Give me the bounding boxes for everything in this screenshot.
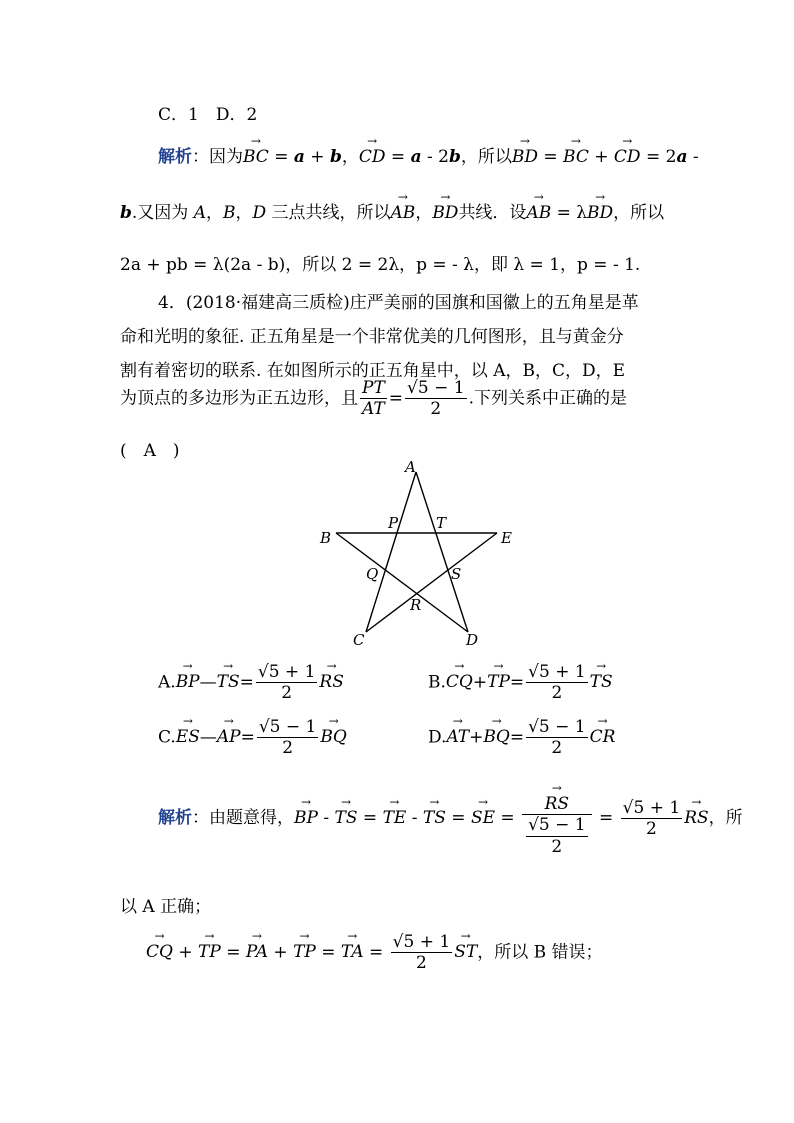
fraction-denominator: 2	[551, 836, 563, 857]
text: +	[172, 942, 199, 963]
vector-bc: → BC	[243, 147, 269, 167]
text: b	[120, 203, 132, 223]
ratio-fraction	[360, 378, 387, 420]
vector: → TP	[198, 942, 221, 962]
text: A.	[158, 672, 176, 693]
vertex-label-d: D	[466, 631, 479, 649]
fraction-numerator: √5 − 1	[528, 717, 586, 737]
analysis-line-1	[158, 142, 699, 167]
text: -	[406, 808, 423, 829]
fraction-numerator: PT	[362, 378, 385, 398]
vector: → TS	[590, 672, 613, 692]
question-4-line-1: 4．(2018·福建高三质检)庄严美丽的国旗和国徽上的五角星是革	[158, 293, 639, 313]
vector-ab: → AB	[391, 203, 416, 223]
vector: → BP	[294, 808, 318, 828]
fraction-denominator: 2	[430, 399, 442, 420]
text: =	[239, 672, 254, 693]
vertex-label-p: P	[388, 514, 399, 532]
answer-bracket: ( A )	[120, 441, 180, 461]
analysis-line-3: 2a + pb = λ(2a - b)，所以 2 = 2λ，p = - λ，即 λ = 1，p = - 1.	[120, 255, 641, 275]
text: ，	[341, 147, 359, 167]
text: D	[252, 203, 267, 223]
text: =	[509, 727, 525, 748]
option-c	[158, 717, 347, 759]
fraction-denominator: 2	[282, 738, 294, 759]
vector: → TA	[341, 942, 364, 962]
fraction-denominator: 2	[416, 953, 427, 974]
fraction	[526, 662, 588, 704]
solution-line-2: 以 A 正确；	[120, 897, 212, 917]
option-d	[428, 717, 615, 759]
text: C.	[158, 727, 176, 748]
text: =	[240, 727, 255, 748]
fraction-numerator	[522, 780, 592, 815]
vector: → TS	[335, 808, 358, 828]
vector: → CR	[590, 727, 616, 747]
text: =	[537, 147, 564, 167]
text: —	[199, 672, 217, 693]
text: D.	[428, 727, 447, 748]
golden-fraction	[405, 378, 467, 420]
text: ，	[205, 203, 223, 223]
vector-cd: → CD	[359, 147, 386, 167]
fraction-denominator: 2	[551, 683, 563, 704]
star-edge-c-e	[366, 533, 497, 632]
vector: → ES	[176, 727, 200, 747]
text: a	[676, 147, 688, 167]
text: ，	[415, 203, 433, 223]
fraction-numerator: √5 + 1	[528, 662, 586, 682]
vertex-label-r: R	[410, 596, 422, 614]
fraction-numerator: √5 + 1	[257, 662, 316, 682]
fraction	[526, 815, 588, 857]
text: ，所以	[460, 147, 512, 167]
text: -	[317, 808, 335, 829]
vector: → TP	[487, 672, 510, 692]
text: ：因为	[192, 147, 243, 167]
question-4-line-3: 割有着密切的联系. 在如图所示的正五角星中，以 A，B，C，D，E	[120, 361, 626, 381]
option-b	[428, 662, 613, 704]
text: =	[315, 942, 341, 963]
text: .下列关系中正确的是	[468, 388, 627, 409]
vector: → AP	[217, 727, 241, 747]
fraction	[256, 662, 318, 704]
solution-line-1	[158, 780, 743, 857]
star-edge-a-d	[416, 472, 468, 632]
text: +	[472, 672, 488, 693]
pentagram-figure	[315, 455, 525, 655]
text: =	[357, 808, 383, 829]
star-edge-a-c	[366, 472, 416, 632]
text: 共线．设	[458, 203, 527, 223]
text: 三点共线，所以	[266, 203, 391, 223]
text: = 2	[640, 147, 677, 167]
text: =	[385, 147, 411, 167]
vertex-label-t: T	[436, 514, 447, 532]
question-4-line-2: 命和光明的象征. 正五角星是一个非常优美的几何图形，且与黄金分	[120, 327, 624, 347]
fraction-numerator: √5 − 1	[258, 717, 317, 737]
vertex-label-b: B	[320, 529, 332, 547]
fraction-numerator: √5 − 1	[528, 815, 586, 836]
fraction	[526, 717, 588, 759]
text: .又因为	[131, 203, 194, 223]
text: 为顶点的多边形为正五边形，且	[120, 388, 358, 409]
text: ，所	[708, 808, 743, 829]
vector: → RS	[319, 672, 343, 692]
text: +	[268, 942, 294, 963]
compound-fraction	[522, 780, 592, 857]
text: +	[588, 147, 614, 167]
vector: → PA	[246, 942, 268, 962]
analysis-label: 解析	[158, 808, 192, 829]
text: =	[268, 147, 294, 167]
vertex-label-s: S	[451, 565, 462, 583]
star-edge-b-d	[336, 533, 468, 632]
analysis-line-2	[120, 198, 664, 223]
fraction-denominator: 2	[551, 738, 563, 759]
vertex-label-q: Q	[366, 565, 379, 583]
vector: → RS	[684, 808, 708, 828]
solution-line-3	[146, 932, 603, 974]
vertex-label-c: C	[353, 631, 365, 649]
text: =	[509, 672, 525, 693]
vector: → TP	[293, 942, 316, 962]
text: =	[445, 808, 471, 829]
text: =	[388, 388, 404, 409]
vector: → RS	[545, 794, 569, 814]
text: A	[193, 203, 206, 223]
vector-bd: → BD	[512, 147, 538, 167]
text: =	[593, 808, 619, 829]
text: B	[222, 203, 236, 223]
vector: → AT	[446, 727, 469, 747]
text: =	[220, 942, 246, 963]
text: +	[304, 147, 330, 167]
fraction-numerator: √5 + 1	[392, 932, 451, 952]
vector: → CQ	[446, 672, 473, 692]
text: =	[363, 942, 389, 963]
text: ：由题意得，	[192, 808, 294, 829]
text: b	[448, 147, 461, 167]
text: -	[687, 147, 699, 167]
text: b	[329, 147, 342, 167]
vector: → TS	[217, 672, 240, 692]
fraction	[621, 798, 683, 840]
vertex-label-a: A	[405, 458, 416, 476]
vector-cd: → CD	[614, 147, 641, 167]
text: ，所以	[613, 203, 665, 223]
text: a	[410, 147, 422, 167]
vector: → CQ	[146, 942, 173, 962]
vector: → BQ	[483, 727, 509, 747]
fraction-numerator: √5 + 1	[622, 797, 681, 818]
option-a	[158, 662, 344, 704]
vector-bd: → BD	[432, 203, 458, 223]
fraction-denominator: AT	[362, 399, 385, 420]
fraction-numerator: √5 − 1	[407, 378, 465, 398]
fraction	[391, 932, 453, 974]
fraction-denominator	[522, 815, 592, 857]
text: +	[469, 727, 484, 748]
option-cd-line: C．1 D．2	[158, 105, 258, 125]
vector-bc: → BC	[563, 147, 589, 167]
text: = λ	[551, 203, 588, 223]
text: a	[293, 147, 305, 167]
vector-bd: → BD	[587, 203, 613, 223]
vector: → TE	[383, 808, 407, 828]
fraction	[257, 717, 319, 759]
text: —	[199, 727, 217, 748]
fraction-denominator: 2	[646, 819, 657, 840]
text: ，	[235, 203, 253, 223]
text: - 2	[421, 147, 449, 167]
vector: → BQ	[320, 727, 346, 747]
question-4-line-4	[120, 378, 627, 420]
vector-ab: → AB	[526, 203, 551, 223]
text: B.	[428, 672, 446, 693]
vector: → SE	[471, 808, 495, 828]
vector: → ST	[454, 942, 477, 962]
text: =	[495, 808, 521, 829]
text: ，所以 B 错误；	[477, 942, 603, 963]
analysis-label: 解析	[158, 147, 192, 167]
vector: → TS	[423, 808, 446, 828]
fraction-denominator: 2	[281, 683, 293, 704]
vertex-label-e: E	[501, 529, 512, 547]
vector: → BP	[176, 672, 200, 692]
